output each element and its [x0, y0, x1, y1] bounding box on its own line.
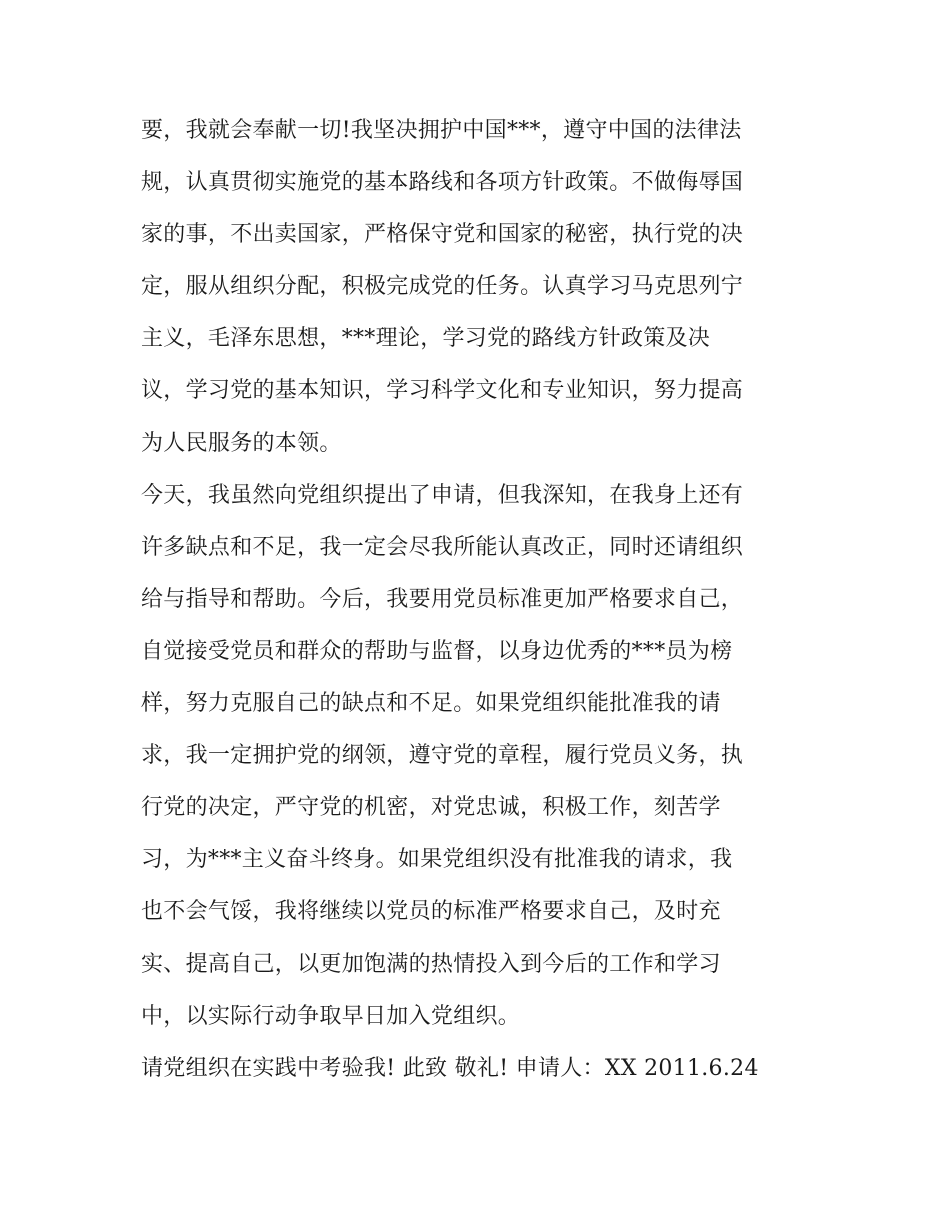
- text-line: 主义，毛泽东思想，***理论，学习党的路线方针政策及决: [141, 326, 711, 352]
- text-line: 求，我一定拥护党的纲领，遵守党的章程，履行党员义务，执: [141, 743, 744, 769]
- closing-signature-line: 请党组织在实践中考验我! 此致 敬礼! 申请人：XX 2011.6.24: [141, 1055, 759, 1081]
- text-line: 行党的决定，严守党的机密，对党忠诚，积极工作，刻苦学: [141, 795, 721, 821]
- text-line: 今天，我虽然向党组织提出了申请，但我深知，在我身上还有: [141, 482, 744, 508]
- text-line: 习，为***主义奋斗终身。如果党组织没有批准我的请求，我: [141, 847, 733, 873]
- text-line: 中，以实际行动争取早日加入党组织。: [141, 1003, 521, 1029]
- text-line: 规，认真贯彻实施党的基本路线和各项方针政策。不做侮辱国: [141, 170, 744, 196]
- text-line: 样，努力克服自己的缺点和不足。如果党组织能批准我的请: [141, 691, 721, 717]
- text-line: 议，学习党的基本知识，学习科学文化和专业知识，努力提高: [141, 378, 744, 404]
- text-line: 给与指导和帮助。今后，我要用党员标准更加严格要求自己，: [141, 586, 744, 612]
- text-line: 定，服从组织分配，积极完成党的任务。认真学习马克思列宁: [141, 274, 744, 300]
- document-body: [141, 109, 821, 1099]
- text-line: 也不会气馁，我将继续以党员的标准严格要求自己，及时充: [141, 899, 721, 925]
- paragraph-closing: [141, 1047, 821, 1099]
- paragraph-request: [141, 474, 821, 1047]
- text-line: 自觉接受党员和群众的帮助与监督，以身边优秀的***员为榜: [141, 638, 733, 664]
- text-line: 家的事，不出卖国家，严格保守党和国家的秘密，执行党的决: [141, 222, 744, 248]
- text-line: 许多缺点和不足，我一定会尽我所能认真改正，同时还请组织: [141, 534, 744, 560]
- text-line: 实、提高自己，以更加饱满的热情投入到今后的工作和学习: [141, 951, 721, 977]
- text-line: 要，我就会奉献一切!我坚决拥护中国***，遵守中国的法律法: [141, 118, 742, 143]
- text-line: 为人民服务的本领。: [141, 430, 342, 456]
- paragraph-commitment: [141, 109, 821, 474]
